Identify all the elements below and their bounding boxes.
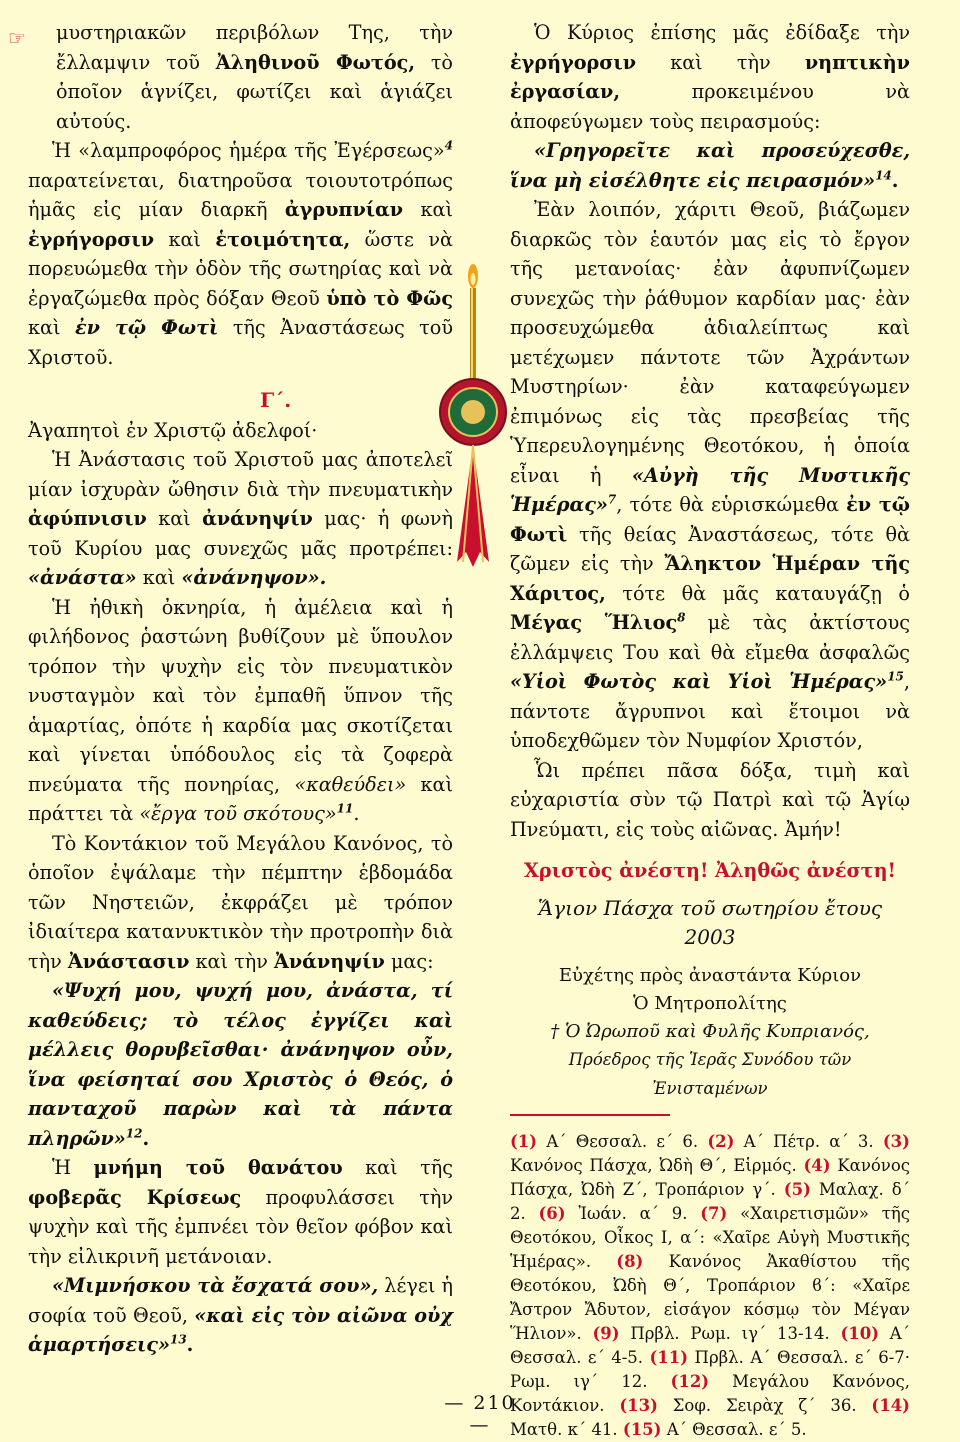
footnote-text: Α΄ Θεσσαλ. ε΄ 6. <box>537 1131 708 1151</box>
footnote-number: (6) <box>538 1203 566 1223</box>
footnote-number: (15) <box>622 1419 662 1439</box>
footnote-text: Α΄ Πέτρ. α΄ 3. <box>734 1131 883 1151</box>
footnote-number: (10) <box>840 1323 880 1343</box>
footnote-divider <box>510 1114 670 1116</box>
footnote-text: Α΄ Θεσσαλ. ε΄ 4-5. <box>510 1323 910 1367</box>
footnote-number: (5) <box>783 1179 811 1199</box>
paragraph: Ἡ «λαμπροφόρος ἡμέρα τῆς Ἐγέρσεως»$^4$ παρατείνεται, διατηροῦσα τοιουτοτρόπως ἡμᾶς εἰς μίαν διαρκῆ ἀγρυπνίαν καὶ ἐγρήγορσιν καὶ ἑτοιμότητα, ὥστε νὰ πορευώμεθα τὴν ὁδὸν τῆς σωτηρίας καὶ νὰ ἐργαζώμεθα πρὸς δόξαν Θεοῦ ὑπὸ τὸ Φῶς καὶ ἐν τῷ Φωτὶ τῆς Ἀναστάσεως τοῦ Χριστοῦ. <box>28 138 454 369</box>
paragraph: Τὸ Κοντάκιον τοῦ Μεγάλου Κανόνος, τὸ ὁποῖον ἐψάλαμε τὴν πέμπτην ἑβδομάδα τῶν Νηστειῶν, ἐκφράζει μὲ τρόπον ἰδιαίτερα κατανυκτικὸν τὴν προτροπὴν διὰ τὴν Ἀνάστασιν καὶ τὴν Ἀνάνηψίν μας: <box>28 831 453 973</box>
footnote-text: Πρβλ. Α΄ Θεσσαλ. ε΄ 6-7· Ρωμ. ιγ΄ 12. <box>510 1347 911 1391</box>
footnote-number: (4) <box>803 1155 831 1175</box>
footnote-text: Πρβλ. Ρωμ. ιγ΄ 13-14. <box>619 1323 841 1343</box>
paragraph: Ἀγαπητοὶ ἐν Χριστῷ ἀδελφοί· <box>28 418 318 442</box>
left-column <box>28 18 453 1360</box>
footnote-text: «Χαιρετισμῶν» τῆς Θεοτόκου, Οἶκος Ι, α΄: «Χαῖρε Αὐγὴ Μυστικῆς Ἡμέρας». <box>510 1203 910 1271</box>
page-number: — 210 — <box>444 1392 516 1436</box>
footnote-number: (3) <box>882 1131 910 1151</box>
date-line: Ἅγιον Πάσχα τοῦ σωτηρίου ἔτους 2003 <box>537 895 883 949</box>
paragraph: Ὁ Κύριος ἐπίσης μᾶς ἐδίδαξε τὴν ἐγρήγορσιν καὶ τὴν νηπτικὴν ἐργασίαν, προκειμένου νὰ ἀποφεύγωμεν τοὺς πειρασμούς: <box>510 21 910 133</box>
footnote-text: Κανόνος Πάσχα, Ὠδὴ Ζ΄, Τροπάριον γ΄. <box>510 1155 910 1199</box>
footnote-text: Κανόνος Πάσχα, Ὠδὴ Θ΄, Εἱρμός. <box>510 1155 804 1175</box>
paragraph: μυστηριακῶν περιβόλων Της, τὴν ἔλλαμψιν τοῦ Ἀληθινοῦ Φωτός, τὸ ὁποῖον ἁγνίζει, φωτίζει καὶ ἁγιάζει αὐτούς. <box>56 21 453 133</box>
footnote-text: Μαλαχ. δ΄ 2. <box>510 1179 910 1223</box>
paragraph: Ὧι πρέπει πᾶσα δόξα, τιμὴ καὶ εὐχαριστία σὺν τῷ Πατρὶ καὶ τῷ Ἁγίῳ Πνεύματι, εἰς τοὺς αἰῶνας. Ἀμήν! <box>510 758 910 841</box>
signature-name: † Ὁ Ὠρωποῦ καὶ Φυλῆς Κυπριανός, <box>550 1020 870 1042</box>
footnote-number: (1) <box>510 1131 538 1151</box>
footnote-number: (8) <box>616 1251 644 1271</box>
footnote-number: (11) <box>649 1347 689 1367</box>
section-heading: Γ΄. <box>260 388 292 412</box>
footnote-number: (7) <box>700 1203 728 1223</box>
footnote-text: Κανόνος Ἀκαθίστου τῆς Θεοτόκου, Ὠδὴ Θ΄, Τροπάριον ϐ΄: «Χαῖρε Ἄστρον Ἄδυτον, εἰσάγον κόσμῳ τὸν Μέγαν Ἥλιον». <box>510 1251 910 1343</box>
right-column <box>510 18 910 1442</box>
footnote-text: Α΄ Θεσσαλ. ε΄ 5. <box>661 1419 807 1439</box>
footnote-number: (14) <box>871 1395 910 1415</box>
paragraph: «Μιμνήσκου τὰ ἔσχατά σου», λέγει ἡ σοφία τοῦ Θεοῦ, «καὶ εἰς τὸν αἰῶνα οὐχ ἁμαρτήσεις»$^{13}$. <box>28 1274 453 1356</box>
quote: «Ψυχή μου, ψυχή μου, ἀνάστα, τί καθεύδεις; τὸ τέλος ἐγγίζει καὶ μέλλεις θορυβεῖσθαι· ἀνάνηψον οὖν, ἵνα φείσηταί σου Χριστὸς ὁ Θεός, ὁ πανταχοῦ παρὼν καὶ τὰ πάντα πληρῶν»$^{12}$. <box>28 979 453 1150</box>
paragraph: Ἐὰν λοιπόν, χάριτι Θεοῦ, βιάζωμεν διαρκῶς τὸν ἑαυτόν μας εἰς τὸ ἔργον τῆς μετανοίας· ἐὰν ἀφυπνίζωμεν συνεχῶς τὴν ῥάθυμον καρδίαν μας· ἐὰν προσευχώμεθα ἀδιαλείπτως καὶ μετέχωμεν πάντοτε τῶν Ἀχράντων Μυστηρίων· ἐὰν καταφεύγωμεν ἐπιμόνως εἰς τὰς πρεσβείας τῆς Ὑπερευλογημένης Θεοτόκου, ἡ ὁποία εἶναι ἡ «Αὐγὴ τῆς Μυστικῆς Ἡμέρας»$^7$, τότε θὰ εὑρισκώμεθα ἐν τῷ Φωτὶ τῆς θείας Ἀναστάσεως, τότε θὰ ζῶμεν εἰς τὴν Ἄληκτον Ἡμέραν τῆς Χάριτος, τότε θὰ μᾶς καταυγάζῃ ὁ Μέγας Ἥλιος$^8$ μὲ τὰς ἀκτίστους ἐλλάμψεις Του καὶ θὰ εἴμεθα ἀσφαλῶς «Υἱοὶ Φωτὸς καὶ Υἱοὶ Ἡμέρας»$^{15}$, πάντοτε ἄγρυπνοι καὶ ἕτοιμοι νὰ ὑποδεχθῶμεν τὸν Νυμφίον Χριστόν, <box>510 198 910 752</box>
wish-line: Εὐχέτης πρὸς ἀναστάντα Κύριον <box>558 964 862 986</box>
signature-title: Ὁ Μητροπολίτης <box>633 992 787 1014</box>
easter-greeting: Χριστὸς ἀνέστη! Ἀληθῶς ἀνέστη! <box>524 859 896 882</box>
footnote-number: (13) <box>619 1395 658 1415</box>
footnote-text: Ματθ. κ΄ 41. <box>510 1419 623 1439</box>
quote: «Γρηγορεῖτε καὶ προσεύχεσθε, ἵνα μὴ εἰσέλθητε εἰς πειρασμόν»$^{14}$. <box>510 139 910 192</box>
footnotes <box>510 1130 910 1442</box>
footnote-number: (9) <box>592 1323 620 1343</box>
paragraph: Ἡ μνήμη τοῦ θανάτου καὶ τῆς φοβερᾶς Κρίσεως προφυλάσσει τὴν ψυχὴν καὶ τῆς ἐμπνέει τὸν θεῖον φόβον καὶ τὴν εἰλικρινῆ μετάνοιαν. <box>28 1156 453 1268</box>
signature-role: Πρόεδρος τῆς Ἱερᾶς Συνόδου τῶν Ἐνισταμένων <box>568 1049 852 1098</box>
paragraph: Ἡ Ἀνάστασις τοῦ Χριστοῦ μας ἀποτελεῖ μίαν ἰσχυρὰν ὤθησιν διὰ τὴν πνευματικὴν ἀφύπνισιν καὶ ἀνάνηψίν μας· ἡ φωνὴ τοῦ Κυρίου μας συνεχῶς μᾶς προτρέπει: «ἀνάστα» καὶ «ἀνάνηψον». <box>28 448 453 589</box>
candle-emblem-icon <box>433 262 513 582</box>
footnote-number: (2) <box>707 1131 735 1151</box>
footnote-text: Μεγάλου Κανόνος, Κοντάκιον. <box>510 1371 910 1415</box>
hand-pointer-icon: ☞ <box>8 26 26 50</box>
footnote-number: (12) <box>670 1371 710 1391</box>
sign-off <box>510 856 910 1104</box>
footnote-text: Ἰωάν. α΄ 9. <box>565 1203 701 1223</box>
paragraph: Ἡ ἠθικὴ ὀκνηρία, ἡ ἀμέλεια καὶ ἡ φιλήδονος ῥαστώνη βυθίζουν μὲ ὕπουλον τρόπον τὴν ψυχὴν εἰς τὸν πνευματικὸν νυσταγμὸν καὶ τὸν ἐμπαθῆ ὕπνον τῆς ἁμαρτίας, ὁπότε ἡ καρδία μας σκοτίζεται καὶ γίνεται ὑπόδουλος εἰς τὰ ζοφερὰ πνεύματα τῆς πονηρίας, «καθεύδει» καὶ πράττει τὰ «ἔργα τοῦ σκότους»$^{11}$. <box>28 595 453 825</box>
footnote-text: Σοφ. Σειρὰχ ζ΄ 36. <box>657 1395 872 1415</box>
